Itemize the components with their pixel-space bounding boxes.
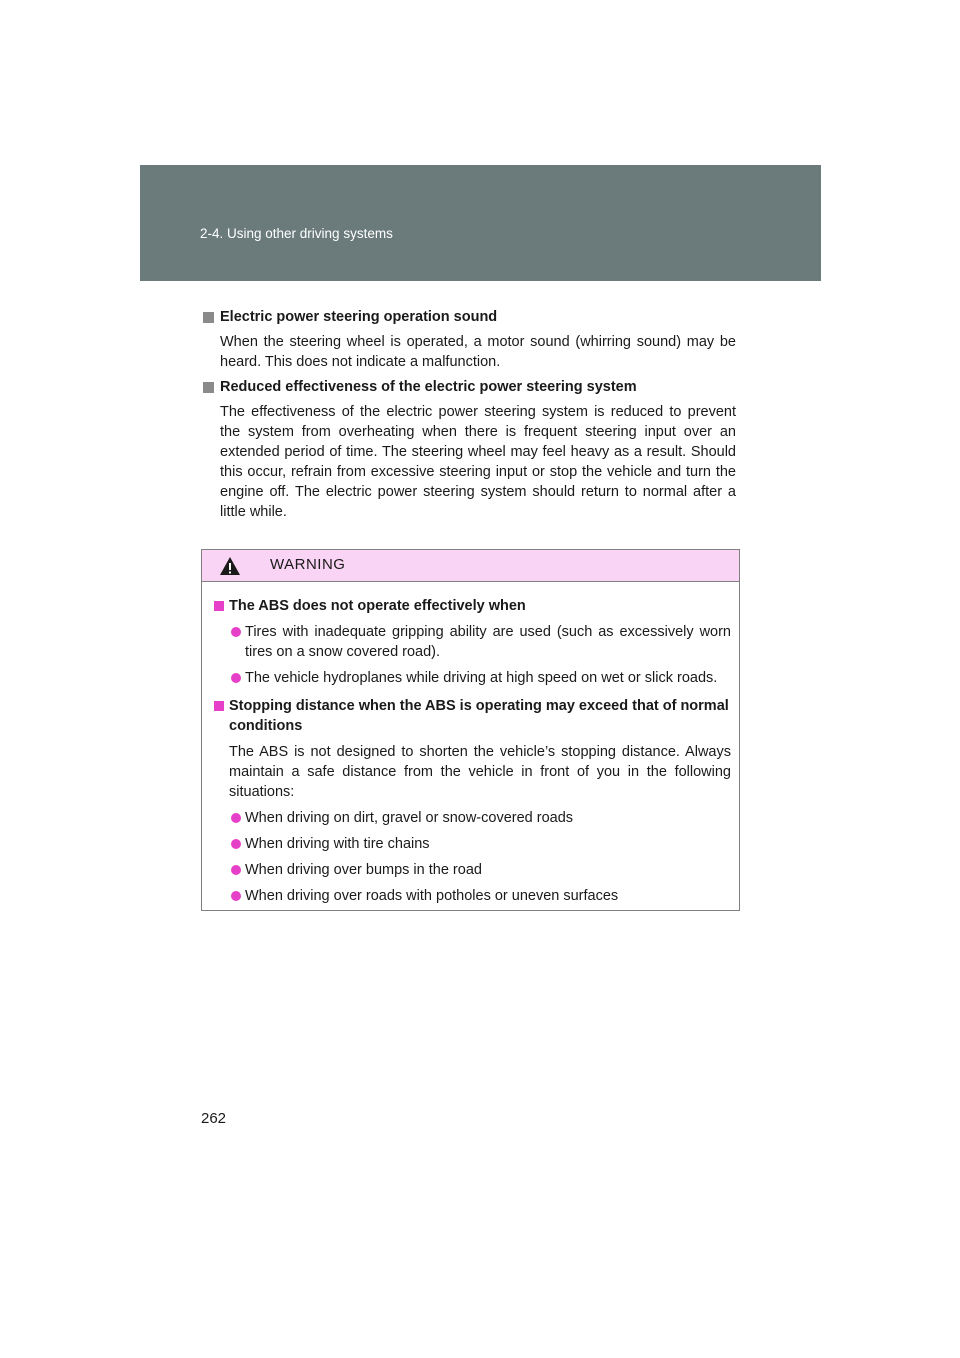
section-title: 2-4. Using other driving systems [200, 226, 393, 241]
square-bullet-icon [214, 601, 224, 611]
warning-body [202, 582, 739, 906]
circle-bullet-icon [231, 891, 241, 901]
list-item: When driving with tire chains [214, 834, 731, 854]
header-band [140, 165, 821, 281]
section-paragraph: When the steering wheel is operated, a motor sound (whirring sound) may be heard. This does not indicate a malfunction. [220, 334, 736, 370]
warning-title: WARNING [270, 556, 346, 573]
warning-paragraph: The ABS is not designed to shorten the vehicle’s stopping distance. Always maintain a safe distance from the vehicle in front of you in the following situations: [229, 744, 731, 800]
section-paragraph: The effectiveness of the electric power steering system is reduced to prevent the system from overheating when there is frequent steering input over an extended period of time. The steering wheel may feel heavy as a result. Should this occur, refrain from excessive steering input or stop the vehicle and turn the engine off. The electric power steering system should return to normal after a little while. [220, 404, 736, 520]
section-heading: Electric power steering operation sound [203, 306, 736, 328]
warning-group-heading: The ABS does not operate effectively when [214, 596, 731, 616]
square-bullet-icon [214, 701, 224, 711]
square-bullet-icon [203, 382, 214, 393]
circle-bullet-icon [231, 813, 241, 823]
circle-bullet-icon [231, 839, 241, 849]
list-item: Tires with inadequate gripping ability are used (such as excessively worn tires on a snow covered road). [214, 622, 731, 662]
warning-header [202, 550, 739, 582]
square-bullet-icon [203, 312, 214, 323]
warning-triangle-icon [219, 556, 241, 576]
list-item: The vehicle hydroplanes while driving at high speed on wet or slick roads. [214, 668, 731, 688]
main-content [203, 306, 736, 526]
section-heading: Reduced effectiveness of the electric power steering system [203, 376, 736, 398]
circle-bullet-icon [231, 865, 241, 875]
list-item: When driving over roads with potholes or uneven surfaces [214, 886, 731, 906]
page-number: 262 [201, 1110, 227, 1127]
warning-box [201, 549, 740, 911]
list-item: When driving on dirt, gravel or snow-covered roads [214, 808, 731, 828]
circle-bullet-icon [231, 627, 241, 637]
warning-group-heading: Stopping distance when the ABS is operating may exceed that of normal conditions [214, 696, 731, 736]
list-item: When driving over bumps in the road [214, 860, 731, 880]
circle-bullet-icon [231, 673, 241, 683]
